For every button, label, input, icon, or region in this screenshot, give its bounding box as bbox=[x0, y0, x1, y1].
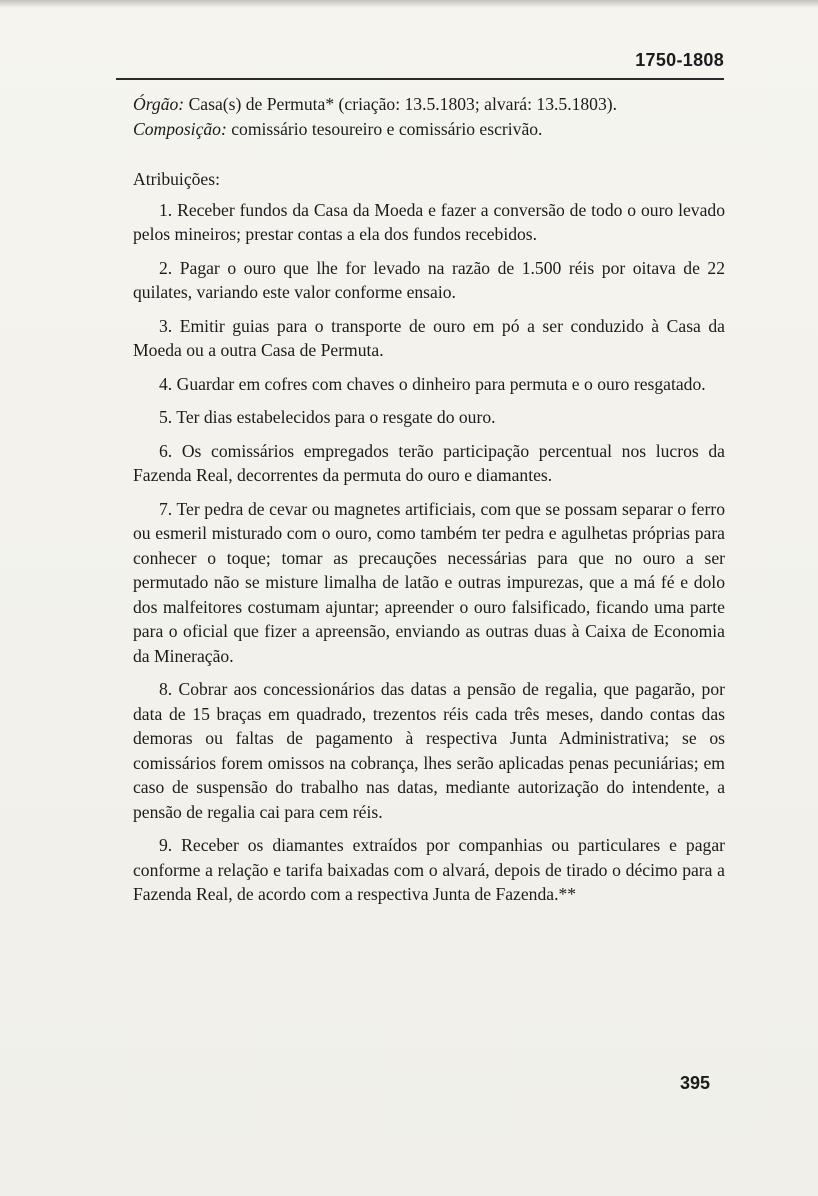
composicao-label: Composição: bbox=[133, 118, 227, 139]
item-text: Receber fundos da Casa da Moeda e fazer a conversão de todo o ouro levado pelos mineiros; prestar contas a ela dos fundos recebidos. bbox=[133, 199, 725, 244]
list-item bbox=[133, 372, 725, 397]
item-number: 7. bbox=[159, 498, 173, 519]
item-text: Pagar o ouro que lhe for levado na razão de 1.500 réis por oitava de 22 quilates, variando este valor conforme ensaio. bbox=[133, 257, 725, 302]
item-number: 1. bbox=[159, 199, 173, 220]
item-text: Ter dias estabelecidos para o resgate do ouro. bbox=[176, 407, 496, 427]
item-number: 4. bbox=[159, 373, 173, 394]
item-number: 6. bbox=[159, 440, 173, 461]
running-head: 1750-1808 bbox=[635, 50, 724, 70]
composicao-text: comissário tesoureiro e comissário escrivão. bbox=[231, 118, 543, 139]
text-block bbox=[133, 92, 725, 916]
atribuicoes-list bbox=[133, 198, 725, 907]
orgao-text: Casa(s) de Permuta* (criação: 13.5.1803; alvará: 13.5.1803). bbox=[188, 94, 618, 114]
list-item bbox=[133, 405, 725, 430]
page-edge-shadow bbox=[0, 0, 818, 8]
header-rule bbox=[116, 78, 724, 80]
item-number: 8. bbox=[159, 679, 173, 699]
item-number: 2. bbox=[159, 257, 173, 278]
list-item bbox=[133, 439, 725, 488]
list-item bbox=[133, 256, 725, 305]
page-number: 395 bbox=[680, 1073, 711, 1093]
list-item bbox=[133, 677, 725, 824]
composicao-line bbox=[133, 117, 725, 142]
item-number: 3. bbox=[159, 315, 173, 336]
orgao-line bbox=[133, 92, 725, 117]
item-text: Guardar em cofres com chaves o dinheiro para permuta e o ouro resgatado. bbox=[176, 373, 706, 394]
item-text: Ter pedra de cevar ou magnetes artificiais, com que se possam separar o ferro ou esmeril misturado com o ouro, como também ter pedra e agulhetas próprias para conhecer o toque; tomar as precauções necessárias para que no ouro a ser permutado não se misture limalha de latão e outras impurezas, que a má fé e dolo dos malfeitores costumam ajuntar; apreender o ouro falsificado, ficando uma parte para o oficial que fizer a apreensão, enviando as outras duas à Caixa de Economia da Mineração. bbox=[133, 498, 725, 666]
list-item bbox=[133, 833, 725, 907]
item-text: Receber os diamantes extraídos por companhias ou particulares e pagar conforme a relação e tarifa baixadas com o alvará, depois de tirado o décimo para a Fazenda Real, de acordo com a respectiva Junta de Fazenda.** bbox=[133, 835, 725, 904]
atribuicoes-heading: Atribuições: bbox=[133, 169, 220, 189]
list-item bbox=[133, 314, 725, 363]
list-item bbox=[133, 497, 725, 669]
item-text: Os comissários empregados terão participação percentual nos lucros da Fazenda Real, decorrentes da permuta do ouro e diamantes. bbox=[133, 440, 725, 485]
item-text: Cobrar aos concessionários das datas a pensão de regalia, que pagarão, por data de 15 braças em quadrado, trezentos réis cada três meses, dando contas das demoras ou faltas de pagamento à respectiva Junta Administrativa; se os comissários forem omissos na cobrança, lhes serão aplicadas penas pecuniárias; em caso de suspensão do trabalho nas datas, mediante autorização do intendente, a pensão de regalia cai para cem réis. bbox=[133, 679, 725, 822]
item-number: 9. bbox=[159, 835, 173, 855]
orgao-label: Órgão: bbox=[133, 94, 185, 114]
item-text: Emitir guias para o transporte de ouro em pó a ser conduzido à Casa da Moeda ou a outra Casa de Permuta. bbox=[133, 315, 725, 360]
item-number: 5. bbox=[159, 407, 173, 427]
list-item bbox=[133, 198, 725, 247]
